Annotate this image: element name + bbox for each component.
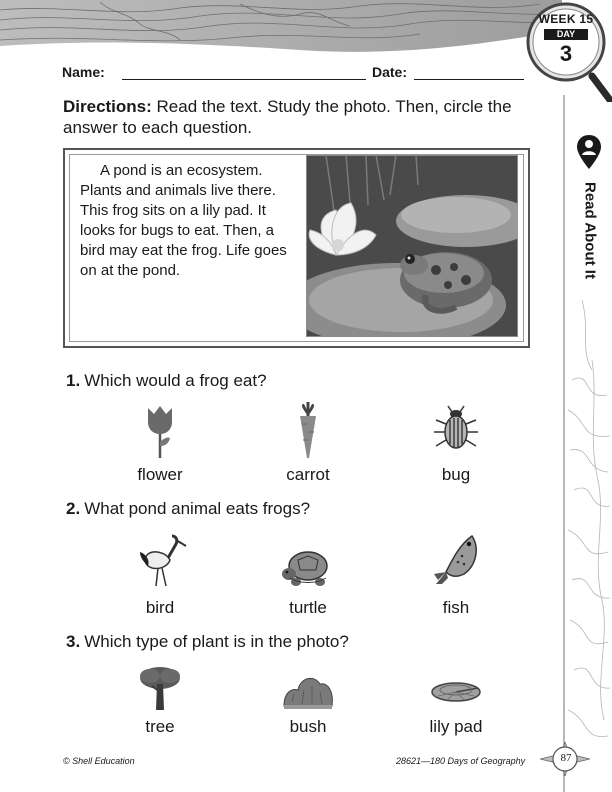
date-field[interactable] [414, 79, 524, 80]
choice-turtle[interactable]: turtle [289, 598, 327, 617]
bush-icon[interactable] [280, 662, 336, 718]
day-label: DAY [544, 29, 588, 40]
choice-bug[interactable]: bug [441, 465, 471, 484]
question-number: 2. [66, 499, 81, 518]
fish-icon[interactable] [428, 532, 484, 588]
section-label: Read About It [581, 182, 599, 279]
stork-icon[interactable] [132, 532, 188, 588]
date-label: Date: [372, 64, 408, 80]
choice-fish[interactable]: fish [442, 598, 470, 617]
question-text: What pond animal eats frogs? [84, 499, 311, 518]
week-label: WEEK 15 [538, 12, 594, 26]
choice-bird[interactable]: bird [145, 598, 175, 617]
footer-copyright: © Shell Education [63, 756, 135, 766]
turtle-icon[interactable] [280, 540, 336, 596]
choice-flower[interactable]: flower [137, 465, 183, 484]
tree-icon[interactable] [132, 662, 188, 718]
name-field[interactable] [122, 79, 366, 80]
directions [63, 96, 548, 138]
topographic-side-strip [562, 0, 612, 792]
name-label: Name: [62, 64, 105, 80]
question-2 [66, 499, 310, 519]
location-pin-person-icon [576, 133, 602, 173]
carrot-icon[interactable] [280, 402, 336, 458]
day-number: 3 [559, 41, 573, 66]
question-number: 3. [66, 632, 81, 651]
lily-pad-icon[interactable] [428, 668, 484, 724]
choice-tree[interactable]: tree [145, 717, 175, 736]
question-number: 1. [66, 371, 81, 390]
choice-bush[interactable]: bush [289, 717, 327, 736]
beetle-icon[interactable] [428, 402, 484, 458]
tulip-icon[interactable] [132, 402, 188, 458]
directions-lead: Directions: [63, 97, 152, 116]
frog-on-lily-pad-photo [306, 155, 518, 337]
choice-carrot[interactable]: carrot [286, 465, 330, 484]
reading-passage: A pond is an ecosystem. Plants and animals live there. This frog sits on a lily pad. It looks for bugs to eat. Then, a bird may eat the frog. Life goes on at the pond. [80, 162, 287, 279]
question-text: Which would a frog eat? [84, 371, 267, 390]
page-number: 87 [560, 752, 572, 764]
directions-text: Read the text. Study the photo. Then, circle the answer to each question. [63, 97, 512, 137]
question-1 [66, 371, 267, 391]
footer-book-title: 28621—180 Days of Geography [396, 756, 526, 766]
choice-lily-pad[interactable]: lily pad [429, 717, 483, 736]
question-3 [66, 632, 349, 652]
question-text: Which type of plant is in the photo? [84, 632, 349, 651]
name-date-row [62, 64, 532, 84]
